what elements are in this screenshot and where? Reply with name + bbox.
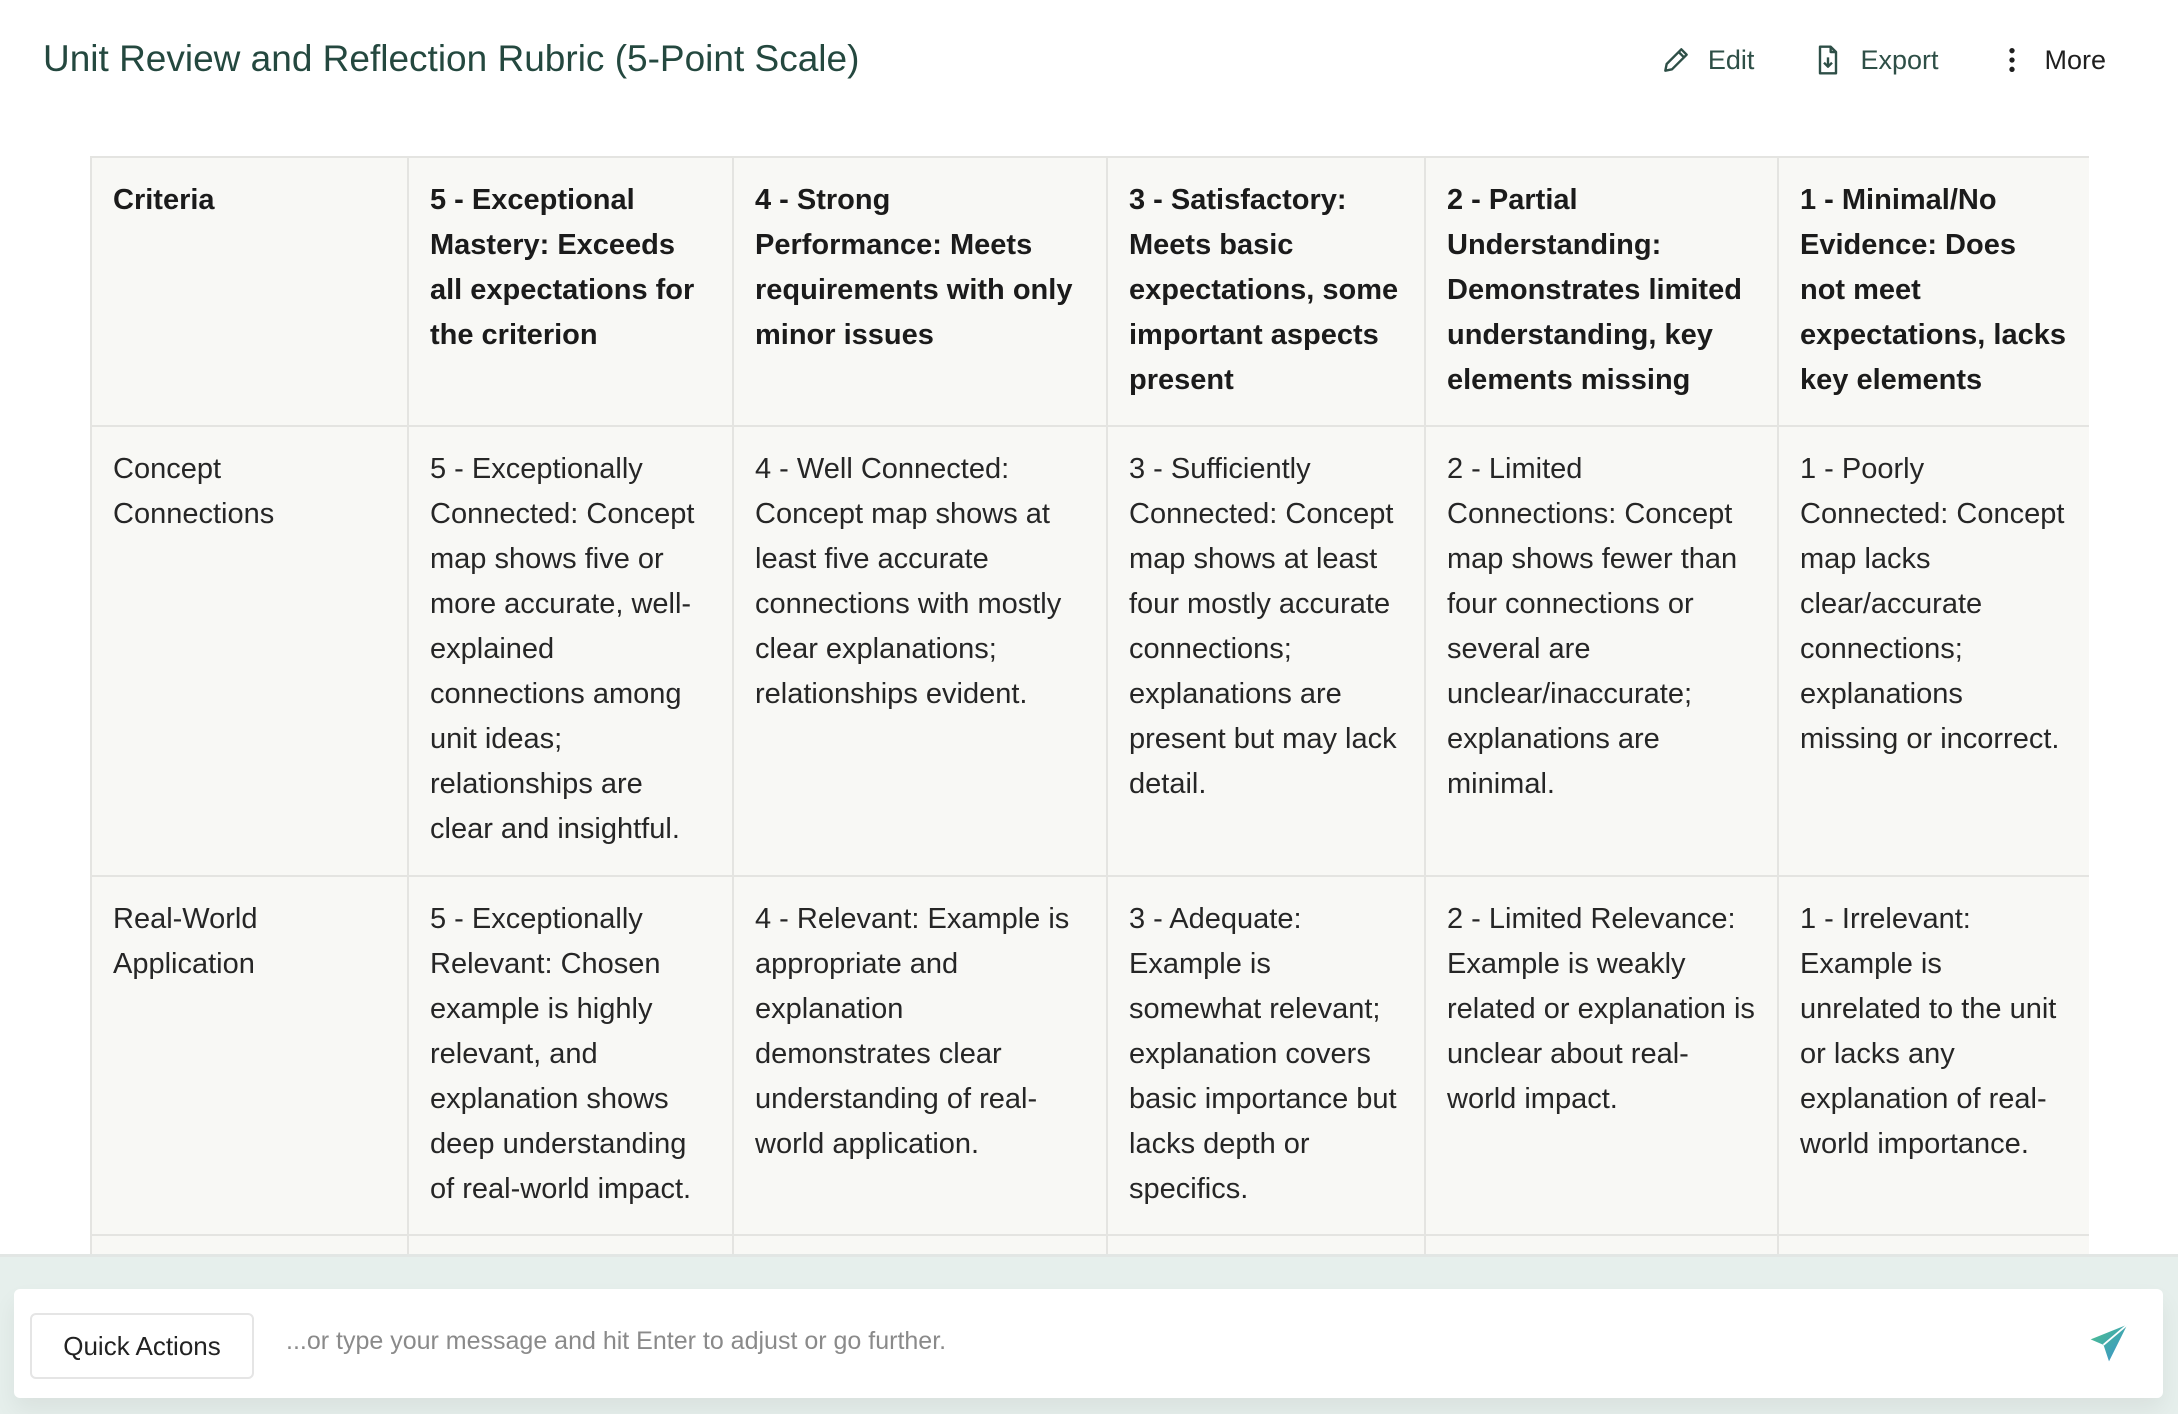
table-cell: 1 - Irrelevant: Example is unrelated to the unit or lacks any explanation of real-world importance. xyxy=(1778,876,2089,1235)
table-cell: 2 - Limited Relevance: Example is weakly related or explanation is unclear about real-world impact. xyxy=(1425,876,1778,1235)
more-button[interactable] xyxy=(1996,44,2106,76)
table-cell: 4 - Relevant: Example is appropriate and explanation demonstrates clear understanding of real-world application. xyxy=(733,876,1107,1235)
file-download-icon xyxy=(1812,44,1844,76)
table-cell: 3 - Adequate: Example is somewhat relevant; explanation covers basic importance but lacks depth or specifics. xyxy=(1107,876,1425,1235)
table-cell: 4 - Well Connected: Concept map shows at least five accurate connections with mostly clear explanations; relationships evident. xyxy=(733,426,1107,876)
page-title: Unit Review and Reflection Rubric (5-Point Scale) xyxy=(43,38,860,79)
quick-actions-button[interactable]: Quick Actions xyxy=(30,1313,254,1379)
export-button[interactable] xyxy=(1812,44,1938,76)
table-cell xyxy=(91,1235,408,1254)
table-cell: 5 - Exceptionally Relevant: Chosen example is highly relevant, and explanation shows deep understanding of real-world impact. xyxy=(408,876,733,1235)
table-header-row xyxy=(91,157,2089,426)
header-level-3: 3 - Satisfactory: Meets basic expectations, some important aspects present xyxy=(1107,157,1425,426)
table-row xyxy=(91,426,2089,876)
pencil-icon xyxy=(1660,44,1692,76)
header-level-1: 1 - Minimal/No Evidence: Does not meet expectations, lacks key elements xyxy=(1778,157,2089,426)
header-criteria: Criteria xyxy=(91,157,408,426)
composer xyxy=(14,1289,2163,1398)
more-label: More xyxy=(2044,44,2106,75)
criteria-cell: Concept Connections xyxy=(91,426,408,876)
table-cell: 2 - Limited Connections: Concept map shows fewer than four connections or several are unclear/inaccurate; explanations are minimal. xyxy=(1425,426,1778,876)
table-cell: 5 - Exceptionally Connected: Concept map shows five or more accurate, well-explained connections among unit ideas; relationships are clear and insightful. xyxy=(408,426,733,876)
export-label: Export xyxy=(1860,44,1939,75)
header-level-5: 5 - Exceptional Mastery: Exceeds all expectations for the criterion xyxy=(408,157,733,426)
table-cell xyxy=(1778,1235,2089,1254)
header xyxy=(0,0,2178,120)
criteria-cell: Real-World Application xyxy=(91,876,408,1235)
table-cell xyxy=(733,1235,1107,1254)
header-actions xyxy=(1660,44,2106,76)
message-input[interactable] xyxy=(286,1327,1986,1356)
table-cell xyxy=(408,1235,733,1254)
edit-label: Edit xyxy=(1707,44,1755,75)
table-cell: 1 - Poorly Connected: Concept map lacks clear/accurate connections; explanations missing or incorrect. xyxy=(1778,426,2089,876)
table-row xyxy=(91,876,2089,1235)
composer-panel xyxy=(0,1254,2178,1414)
rubric-table xyxy=(90,156,2089,1254)
table-row xyxy=(91,1235,2089,1254)
rubric-table-container[interactable] xyxy=(90,156,2089,1254)
vertical-dots-icon xyxy=(1996,44,2028,76)
header-level-4: 4 - Strong Performance: Meets requirements with only minor issues xyxy=(733,157,1107,426)
edit-button[interactable] xyxy=(1660,44,1755,76)
header-level-2: 2 - Partial Understanding: Demonstrates limited understanding, key elements missing xyxy=(1425,157,1778,426)
paper-plane-icon[interactable] xyxy=(2087,1321,2131,1365)
table-cell: 3 - Sufficiently Connected: Concept map shows at least four mostly accurate connections; explanations are present but may lack detail. xyxy=(1107,426,1425,876)
table-cell xyxy=(1107,1235,1425,1254)
table-cell xyxy=(1425,1235,1778,1254)
